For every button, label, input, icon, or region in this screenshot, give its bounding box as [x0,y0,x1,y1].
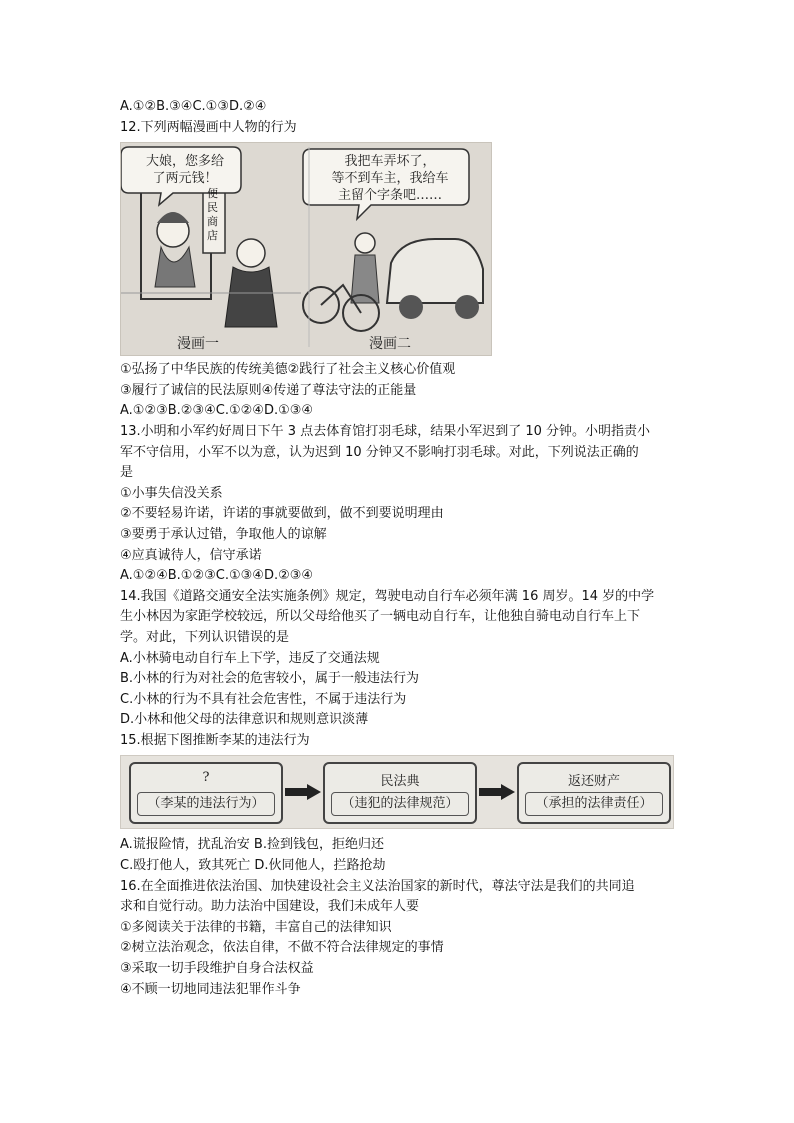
q12-statement-2: ③履行了诚信的民法原则④传递了尊法守法的正能量 [120,382,417,398]
q16-item: ③采取一切手段维护自身合法权益 [120,961,314,977]
q14-option-b: B.小林的行为对社会的危害较小，属于一般违法行为 [120,671,420,687]
shop-sign: 便民商店 [207,187,218,243]
caption-comic-one: 漫画一 [177,336,219,353]
q12-statement-1: ①弘扬了中华民族的传统美德②践行了社会主义核心价值观 [120,362,456,378]
q12-cartoon-image [120,142,492,356]
flow-box-violation-label: （李某的违法行为） [137,792,275,816]
q13-stem-line3: 是 [120,465,134,481]
q12-options: A.①②③B.②③④C.①②④D.①③④ [120,403,314,419]
q14-stem-line1: 14.我国《道路交通安全法实施条例》规定，驾驶电动自行车必须年满 16 周岁。14 岁的中学 [120,588,655,604]
q15-stem: 15.根据下图推断李某的违法行为 [120,732,310,748]
q13-item: ①小事失信没关系 [120,485,223,501]
flow-box-law-title: 民法典 [380,774,420,790]
q14-option-c: C.小林的行为不具有社会危害性，不属于违法行为 [120,691,407,707]
caption-comic-two: 漫画二 [369,336,411,353]
q14-stem-line3: 学。对此，下列认识错误的是 [120,629,290,645]
flow-box-liability [517,762,671,824]
q16-item: ④不顾一切地同违法犯罪作斗争 [120,981,301,997]
q15-options-line1: A.谎报险情，扰乱治安 B.捡到钱包，拒绝归还 [120,837,384,853]
bubble2-line3: 主留个字条吧…… [337,188,442,204]
q13-item: ④应真诚待人，信守承诺 [120,547,262,563]
bubble2-line1: 我把车弄坏了， [344,154,436,170]
q13-item: ②不要轻易许诺，许诺的事就要做到，做不到要说明理由 [120,506,444,522]
q15-flow-diagram [120,755,674,829]
q16-item: ①多阅读关于法律的书籍，丰富自己的法律知识 [120,919,392,935]
bubble1-line1: 大娘，您多给 [145,154,224,170]
q13-stem-line2: 军不守信用，小军不以为意，认为迟到 10 分钟又不影响打羽毛球。对此，下列说法正确的 [120,444,639,460]
flow-box-liability-title: 返还财产 [567,774,620,790]
q13-options: A.①②④B.①②③C.①③④D.②③④ [120,568,314,584]
bubble2-line2: 等不到车主，我给车 [331,171,449,187]
q15-options-line2: C.殴打他人，致其死亡 D.伙同他人，拦路抢劫 [120,858,386,874]
bubble1-line2: 了两元钱！ [152,171,218,187]
q16-stem-line2: 求和自觉行动。助力法治中国建设，我们未成年人要 [120,899,420,915]
q14-option-a: A.小林骑电动自行车上下学，违反了交通法规 [120,650,380,666]
q11-options: A.①②B.③④C.①③D.②④ [120,99,267,114]
flow-box-liability-label: （承担的法律责任） [525,792,663,816]
q14-option-d: D.小林和他父母的法律意识和规则意识淡薄 [120,712,369,728]
q16-item: ②树立法治观念，依法自律，不做不符合法律规定的事情 [120,940,444,956]
q14-stem-line2: 生小林因为家距学校较远，所以父母给他买了一辆电动自行车，让他独自骑电动自行车上下 [120,609,641,625]
q16-stem-line1: 16.在全面推进依法治国、加快建设社会主义法治国家的新时代，尊法守法是我们的共同追 [120,878,635,894]
exam-page [120,97,680,1000]
arrow-right-icon [479,784,515,800]
q13-item: ③要勇于承认过错，争取他人的谅解 [120,526,327,542]
flow-box-violation-title: ? [202,770,210,786]
flow-box-law [323,762,477,824]
arrow-right-icon [285,784,321,800]
q12-stem: 12.下列两幅漫画中人物的行为 [120,119,297,135]
q13-stem-line1: 13.小明和小军约好周日下午 3 点去体育馆打羽毛球，结果小军迟到了 10 分钟。小明指责小 [120,423,651,439]
flow-box-violation [129,762,283,824]
flow-box-law-label: （违犯的法律规范） [331,792,469,816]
